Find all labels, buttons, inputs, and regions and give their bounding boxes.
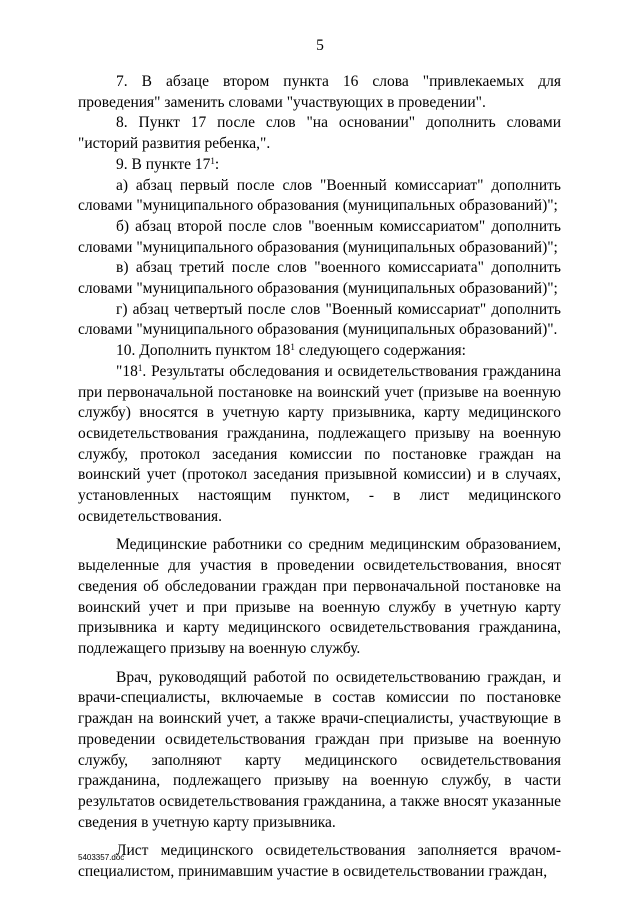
- superscript: 1: [210, 155, 215, 166]
- document-body: [78, 72, 561, 883]
- quoted-paragraph-3: Врач, руководящий работой по освидетельствованию граждан, и врачи-специалисты, включаемые в состав комиссии по постановке граждан на воинский учет, а также врачи-специалисты, участвующие в проведении освидетельствования граждан при призыве на военную службу, заполняют карту медицинского освидетельствования гражданина, подлежащего призыву на военную службу, в части результатов освидетельствования гражданина, а также вносят указанные сведения в учетную карту призывника.: [78, 668, 561, 831]
- paragraph-item-10: [78, 341, 561, 362]
- superscript: 1: [137, 362, 143, 373]
- quoted-paragraph-2: Медицинские работники со средним медицинским образованием, выделенные для участия в проведении освидетельствования, вносят сведения об обследовании граждан при первоначальной постановке на воинский учет и при призыве на военную службу в учетную карту призывника и карту медицинского освидетельствования гражданина, подлежащего призыву на военную службу.: [78, 536, 561, 657]
- paragraph-item-9-text: 9. В пункте 17: [116, 155, 211, 173]
- subitem-g: г) абзац четвертый после слов "Военный комиссариат" дополнить словами "муниципального образования (муниципальных образований)".: [78, 300, 561, 339]
- subitem-b: б) абзац второй после слов "военным комиссариатом" дополнить словами "муниципального образования (муниципальных образований)";: [78, 217, 561, 256]
- quoted-paragraph-1-text: . Результаты обследования и освидетельствования гражданина при первоначальной постановке на воинский учет (призыве на военную службу) вносятся в учетную карту призывника, карту медицинского освидетельствования гражданина, подлежащего призыву на военную службу, протокол заседания комиссии по постановке граждан на воинский учет (протокол заседания призывной комиссии) и в случаях, установленных настоящим пунктом, - в лист медицинского освидетельствования.: [78, 362, 561, 525]
- quoted-paragraph-4: Лист медицинского освидетельствования заполняется врачом-специалистом, принимавшим участие в освидетельствовании граждан,: [78, 842, 561, 881]
- page-number: 5: [316, 37, 324, 54]
- quoted-paragraph-1: [78, 362, 561, 528]
- paragraph-item-9: [78, 155, 561, 176]
- paragraph-item-10-text: 10. Дополнить пунктом 18: [116, 342, 291, 360]
- subitem-a: а) абзац первый после слов "Военный комиссариат" дополнить словами "муниципального образования (муниципальных образований)";: [78, 176, 561, 215]
- file-name-footer: 5403357.doc: [78, 853, 125, 862]
- paragraph-item-9-tail: :: [214, 155, 220, 173]
- subitem-v: в) абзац третий после слов "военного комиссариата" дополнить словами "муниципального образования (муниципальных образований)";: [78, 259, 561, 298]
- paragraph-item-8: 8. Пункт 17 после слов "на основании" дополнить словами "историй развития ребенка,".: [78, 114, 561, 153]
- superscript: 1: [290, 342, 295, 353]
- paragraph-item-7: 7. В абзаце втором пункта 16 слова "привлекаемых для проведения" заменить словами "участвующих в проведении".: [78, 73, 561, 111]
- paragraph-item-10-tail: следующего содержания:: [294, 342, 466, 360]
- quoted-paragraph-1-start: "18: [116, 362, 138, 380]
